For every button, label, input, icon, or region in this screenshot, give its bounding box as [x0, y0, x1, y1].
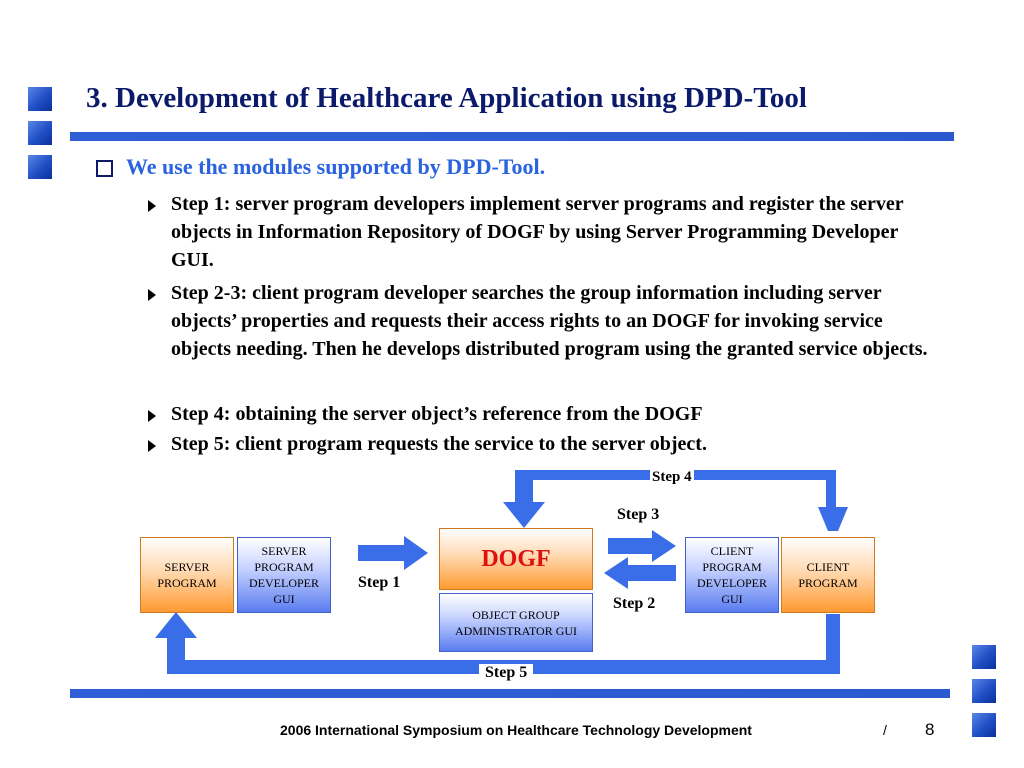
footer-divider [70, 689, 950, 698]
server-dev-gui-box [237, 537, 331, 613]
step-1-text: Step 1: server program developers implement server programs and register the server objects in Information Repository of DOGF by using Server Programming Developer GUI. [171, 193, 904, 271]
dogf-box [439, 528, 593, 590]
step2-arrow [604, 557, 676, 589]
footer-text: 2006 International Symposium on Healthcare Technology Development [280, 722, 752, 738]
page-number: 8 [925, 720, 935, 739]
main-bullet-text: We use the modules supported by DPD-Tool. [126, 154, 546, 179]
server-program-label: SERVER PROGRAM [157, 560, 217, 590]
step-2-3-text: Step 2-3: client program developer searches the group information including server objects’ properties and requests their access rights to an DOGF for invoking service objects needing. Then he develops distributed program using the granted service objects. [171, 282, 928, 360]
step-5-text: Step 5: client program requests the service to the server object. [171, 433, 707, 455]
step-4-text: Step 4: obtaining the server object’s reference from the DOGF [171, 403, 703, 425]
step3-arrow [608, 530, 676, 562]
server-dev-gui-label: SERVER PROGRAM DEVELOPER GUI [249, 544, 319, 606]
client-dev-gui-box [685, 537, 779, 613]
object-group-gui-box [439, 593, 593, 652]
client-program-label: CLIENT PROGRAM [798, 560, 858, 590]
step5-label: Step 5 [479, 664, 533, 682]
step1-label: Step 1 [358, 574, 401, 591]
client-program-box [781, 537, 875, 613]
slide-title: 3. Development of Healthcare Application using DPD-Tool [86, 82, 807, 114]
server-program-box [140, 537, 234, 613]
client-dev-gui-label: CLIENT PROGRAM DEVELOPER GUI [697, 544, 767, 606]
object-group-gui-label: OBJECT GROUP ADMINISTRATOR GUI [454, 607, 578, 638]
step2-label: Step 2 [613, 595, 656, 612]
step3-label: Step 3 [617, 506, 660, 523]
step4-label: Step 4 [652, 469, 692, 485]
step1-arrow [358, 536, 428, 570]
dogf-label: DOGF [481, 546, 551, 572]
footer-slash: / [883, 722, 887, 738]
